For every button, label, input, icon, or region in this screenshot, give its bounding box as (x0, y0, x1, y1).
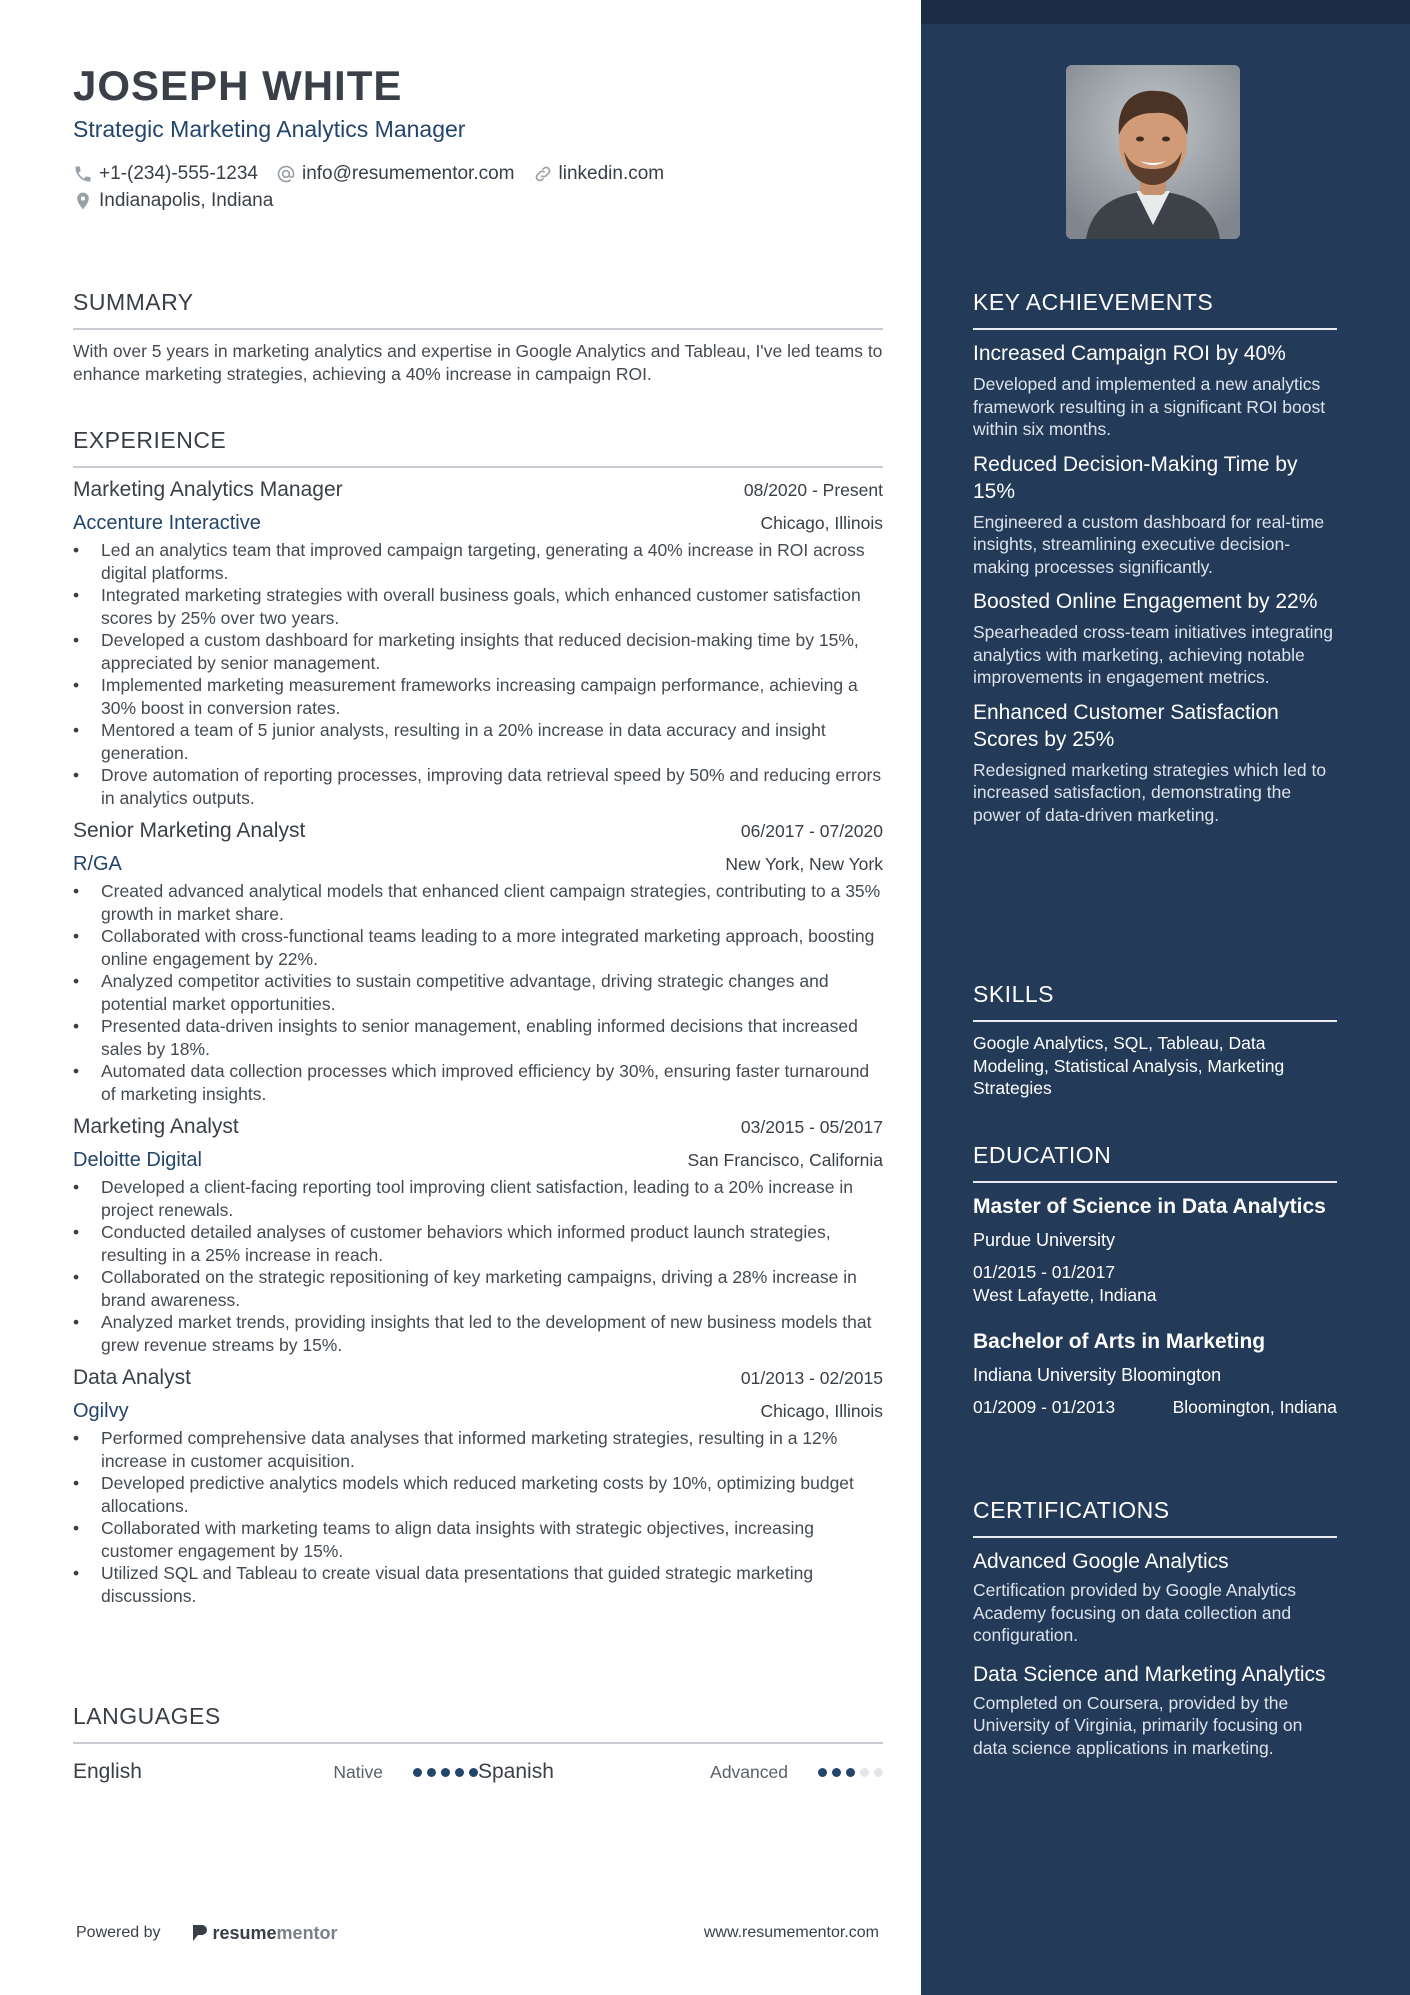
rating-dot-filled (427, 1768, 436, 1777)
job-location: San Francisco, California (687, 1150, 883, 1170)
language-name: Spanish (478, 1760, 554, 1783)
location-pin-icon (73, 191, 93, 211)
education-heading: EDUCATION (973, 1142, 1337, 1183)
linkedin-text: linkedin.com (558, 162, 665, 184)
resumementor-logo-icon (191, 1923, 209, 1943)
education-entry (973, 1193, 1337, 1306)
achievement-description: Redesigned marketing strategies which led to increased satisfaction, demonstrating the power of data-driven marketing. (973, 759, 1327, 825)
skills-section (973, 981, 1337, 1100)
brand-name-b: mentor (276, 1922, 338, 1943)
job-location: Chicago, Illinois (760, 1401, 883, 1421)
job-bullets (73, 880, 883, 1105)
education-meta (973, 1396, 1337, 1419)
job-header (73, 1115, 883, 1139)
rating-dot-filled (469, 1768, 478, 1777)
rating-dot-filled (441, 1768, 450, 1777)
education-entry (973, 1328, 1337, 1419)
skills-heading: SKILLS (973, 981, 1337, 1022)
footer-website[interactable]: www.resumementor.com (703, 1924, 879, 1941)
job-bullet: • Drove automation of reporting processes, improving data retrieval speed by 50% and reducing errors in analytics outputs. (101, 764, 883, 809)
certifications-section (973, 1497, 1337, 1773)
language-list (73, 1754, 883, 1790)
achievements-heading: KEY ACHIEVEMENTS (973, 289, 1337, 330)
job-bullet: • Analyzed competitor activities to sustain competitive advantage, driving strategic changes and potential market opportunities. (101, 970, 883, 1015)
job-header (73, 478, 883, 502)
location-contact (73, 190, 273, 212)
footer (76, 1918, 879, 1948)
achievement-title: Boosted Online Engagement by 22% (973, 590, 1318, 613)
job-bullet: • Conducted detailed analyses of customer behaviors which informed product launch strategies, resulting in a 25% increase in reach. (101, 1221, 883, 1266)
job-bullet: • Automated data collection processes which improved efficiency by 30%, ensuring faster turnaround of marketing insights. (101, 1060, 883, 1105)
phone-text: +1-(234)-555-1234 (99, 162, 258, 184)
job-bullets (73, 539, 883, 809)
candidate-name: JOSEPH WHITE (73, 62, 403, 109)
achievement-description: Spearheaded cross-team initiatives integrating analytics with marketing, achieving notable improvements in engagement metrics. (973, 622, 1333, 687)
portrait-image (1066, 65, 1240, 239)
achievement-title: Increased Campaign ROI by 40% (973, 342, 1286, 365)
powered-by (76, 1923, 338, 1944)
company-name: Deloitte Digital (73, 1149, 202, 1171)
experience-section (73, 427, 883, 1607)
certification-description: Certification provided by Google Analytics Academy focusing on data collection and configuration. (973, 1580, 1296, 1645)
job-list (73, 478, 883, 1607)
contact-info (73, 160, 682, 214)
sidebar-top-band (921, 0, 1410, 24)
job-bullet: • Utilized SQL and Tableau to create visual data presentations that guided strategic marketing discussions. (101, 1562, 883, 1607)
job-bullet: • Presented data-driven insights to senior management, enabling informed decisions that increased sales by 18%. (101, 1015, 883, 1060)
education-location: Bloomington, Indiana (1172, 1397, 1337, 1417)
achievement-description: Developed and implemented a new analytics framework resulting in a significant ROI boost within six months. (973, 374, 1326, 439)
job-dates: 06/2017 - 07/2020 (740, 821, 883, 841)
company-name: R/GA (73, 853, 122, 875)
experience-heading: EXPERIENCE (73, 427, 883, 468)
achievement-list (973, 340, 1337, 826)
candidate-title: Strategic Marketing Analytics Manager (73, 116, 466, 142)
job-bullet: • Collaborated with marketing teams to align data insights with strategic objectives, increasing customer engagement by 15%. (101, 1517, 883, 1562)
achievements-section (973, 289, 1337, 834)
degree-title: Master of Science in Data Analytics (973, 1195, 1326, 1218)
job-entry (73, 478, 883, 809)
job-subheader (73, 512, 883, 535)
summary-section (73, 289, 883, 386)
job-bullet: • Analyzed market trends, providing insights that led to the development of new business models that grew revenue streams by 15%. (101, 1311, 883, 1356)
education-section (973, 1142, 1337, 1419)
phone-contact[interactable] (73, 163, 258, 185)
profile-photo (1066, 65, 1240, 239)
job-entry (73, 819, 883, 1105)
rating-dot-filled (832, 1768, 841, 1777)
education-list (973, 1193, 1337, 1419)
skills-text: Google Analytics, SQL, Tableau, Data Modeling, Statistical Analysis, Marketing Strategies (973, 1033, 1285, 1098)
linkedin-contact[interactable] (533, 163, 665, 185)
job-dates: 08/2020 - Present (743, 480, 883, 500)
education-dates: 01/2015 - 01/2017 (973, 1262, 1116, 1282)
job-bullet: • Collaborated on the strategic repositioning of key marketing campaigns, driving a 28% increase in brand awareness. (101, 1266, 883, 1311)
phone-icon (73, 164, 93, 184)
certification-title: Advanced Google Analytics (973, 1550, 1229, 1573)
job-location: New York, New York (725, 854, 883, 874)
achievement-title: Reduced Decision-Making Time by 15% (973, 452, 1298, 503)
job-entry (73, 1115, 883, 1356)
company-name: Accenture Interactive (73, 512, 261, 534)
achievement-description: Engineered a custom dashboard for real-time insights, streamlining executive decision-making processes significantly. (973, 511, 1325, 577)
rating-dot-filled (455, 1768, 464, 1777)
job-dates: 01/2013 - 02/2015 (740, 1368, 883, 1388)
job-bullet: • Mentored a team of 5 junior analysts, resulting in a 20% increase in data accuracy and insight generation. (101, 719, 883, 764)
job-subheader (73, 853, 883, 876)
education-meta (973, 1261, 1337, 1306)
certification-description: Completed on Coursera, provided by the University of Virginia, primarily focusing on data science applications in marketing. (973, 1692, 1303, 1758)
language-level: Native (333, 1761, 383, 1782)
certifications-heading: CERTIFICATIONS (973, 1497, 1337, 1538)
brand-logo[interactable] (191, 1923, 338, 1944)
job-subheader (73, 1149, 883, 1172)
rating-dot-empty (860, 1768, 869, 1777)
education-dates: 01/2009 - 01/2013 (973, 1397, 1116, 1417)
job-bullets (73, 1176, 883, 1356)
email-text: info@resumementor.com (301, 162, 515, 184)
job-title: Data Analyst (73, 1366, 191, 1389)
rating-dot-filled (846, 1768, 855, 1777)
email-contact[interactable] (276, 163, 515, 185)
languages-section (73, 1703, 883, 1790)
language-item (478, 1760, 883, 1784)
job-entry (73, 1366, 883, 1607)
language-name: English (73, 1760, 142, 1783)
job-title: Senior Marketing Analyst (73, 819, 306, 842)
language-rating (818, 1768, 883, 1777)
school-name: Purdue University (973, 1230, 1116, 1250)
job-bullet: • Integrated marketing strategies with overall business goals, which enhanced customer satisfaction scores by 25% over two years. (101, 584, 883, 629)
job-bullet: • Developed a client-facing reporting tool improving client satisfaction, leading to a 20% increase in project renewals. (101, 1176, 883, 1221)
rating-dot-filled (818, 1768, 827, 1777)
location-text: Indianapolis, Indiana (99, 189, 274, 211)
languages-heading: LANGUAGES (73, 1703, 883, 1744)
job-bullets (73, 1427, 883, 1607)
company-name: Ogilvy (73, 1400, 129, 1422)
job-bullet: • Developed predictive analytics models which reduced marketing costs by 10%, optimizing budget allocations. (101, 1472, 883, 1517)
job-bullet: • Collaborated with cross-functional teams leading to a more integrated marketing approach, boosting online engagement by 22%. (101, 925, 883, 970)
powered-by-label: Powered by (76, 1924, 161, 1941)
job-subheader (73, 1400, 883, 1423)
link-icon (533, 164, 553, 184)
language-item (73, 1760, 478, 1784)
rating-dot-filled (413, 1768, 422, 1777)
language-level: Advanced (710, 1761, 788, 1782)
job-bullet: • Led an analytics team that improved campaign targeting, generating a 40% increase in ROI across digital platforms. (101, 539, 883, 584)
degree-title: Bachelor of Arts in Marketing (973, 1330, 1266, 1353)
certification-list (973, 1548, 1337, 1759)
certification-title: Data Science and Marketing Analytics (973, 1662, 1326, 1686)
education-location: West Lafayette, Indiana (973, 1284, 1157, 1305)
school-name: Indiana University Bloomington (973, 1365, 1222, 1385)
job-bullet: • Implemented marketing measurement frameworks increasing campaign performance, achieving a 30% boost in conversion rates. (101, 674, 883, 719)
job-bullet: • Developed a custom dashboard for marketing insights that reduced decision-making time by 15%, appreciated by senior management. (101, 629, 883, 674)
summary-text: With over 5 years in marketing analytics and expertise in Google Analytics and Tableau, I've led teams to enhance marketing strategies, achieving a 40% increase in campaign ROI. (73, 341, 883, 384)
job-bullet: • Created advanced analytical models that enhanced client campaign strategies, contributing to a 35% growth in market share. (101, 880, 883, 925)
job-header (73, 819, 883, 843)
summary-heading: SUMMARY (73, 289, 883, 330)
brand-name-a: resume (212, 1922, 277, 1943)
job-bullet: • Performed comprehensive data analyses that informed marketing strategies, resulting in a 12% increase in customer acquisition. (101, 1427, 883, 1472)
job-location: Chicago, Illinois (760, 513, 883, 533)
language-rating (413, 1768, 478, 1777)
rating-dot-empty (874, 1768, 883, 1777)
at-icon (276, 164, 296, 184)
achievement-title: Enhanced Customer Satisfaction Scores by 25% (973, 700, 1279, 751)
job-title: Marketing Analyst (73, 1115, 239, 1138)
job-title: Marketing Analytics Manager (73, 478, 343, 501)
job-dates: 03/2015 - 05/2017 (740, 1117, 883, 1137)
job-header (73, 1366, 883, 1390)
